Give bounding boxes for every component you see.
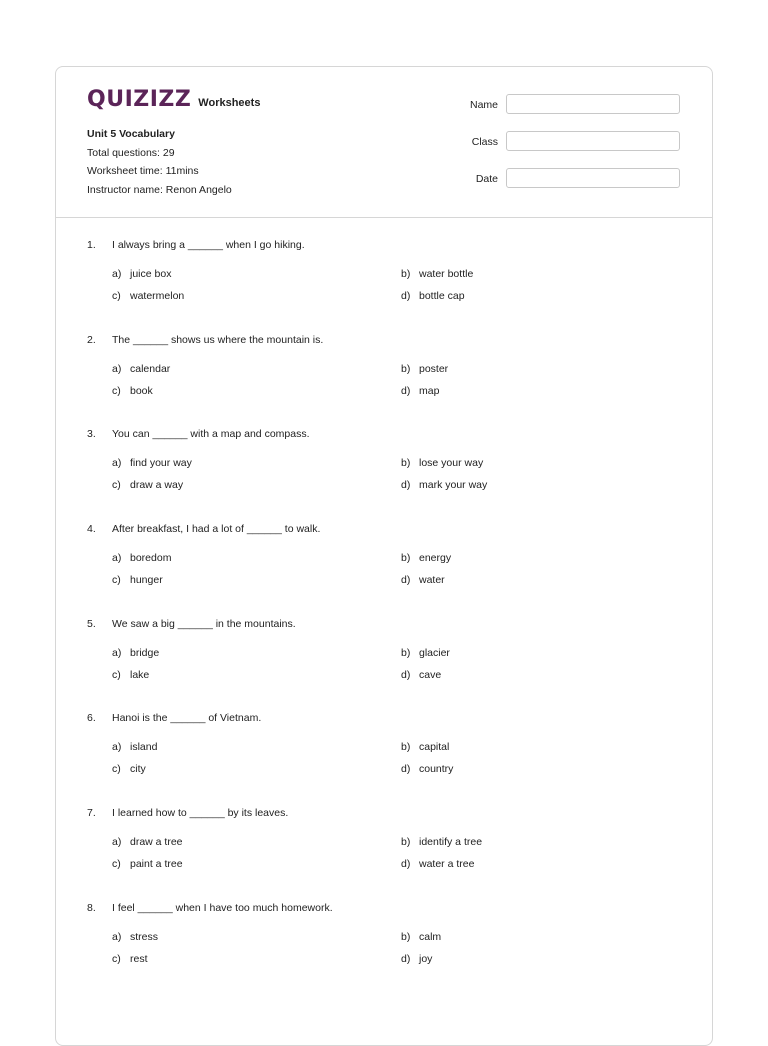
answer-option	[401, 763, 453, 775]
answer-option	[401, 931, 441, 943]
answer-option	[112, 836, 183, 848]
answer-option	[401, 858, 474, 870]
answer-option	[401, 552, 451, 564]
answer-option	[112, 953, 148, 965]
question-item	[87, 239, 687, 334]
class-label: Class	[471, 136, 498, 148]
answer-option	[401, 953, 432, 965]
class-field-group	[456, 131, 682, 153]
worksheet-title: Unit 5 Vocabulary	[87, 128, 175, 140]
option-letter: c)	[112, 858, 121, 871]
answer-option	[112, 741, 157, 753]
option-letter: b)	[401, 457, 411, 470]
answer-option	[112, 574, 163, 586]
class-input[interactable]	[506, 131, 680, 151]
option-letter: b)	[401, 930, 411, 943]
question-stem	[87, 239, 305, 251]
question-stem	[87, 902, 333, 914]
option-text: hunger	[130, 574, 163, 587]
date-label: Date	[475, 173, 498, 185]
option-text: poster	[419, 362, 449, 375]
option-letter: a)	[112, 646, 122, 659]
answer-option	[112, 552, 171, 564]
option-text: water bottle	[419, 268, 474, 280]
name-input[interactable]	[506, 94, 680, 114]
answer-option	[401, 479, 487, 491]
option-letter: b)	[401, 552, 411, 565]
option-letter: b)	[401, 646, 411, 659]
option-letter: c)	[112, 290, 121, 302]
option-letter: d)	[401, 858, 411, 871]
option-text: calm	[419, 930, 442, 943]
question-text: After breakfast, I had a lot of ______ to walk.	[112, 523, 321, 536]
option-letter: a)	[112, 268, 122, 280]
option-text: city	[130, 763, 146, 776]
option-text: bottle cap	[419, 290, 465, 302]
question-item	[87, 334, 687, 429]
total-questions: Total questions: 29	[87, 146, 175, 159]
option-letter: d)	[401, 668, 411, 681]
option-letter: c)	[112, 763, 121, 776]
option-letter: d)	[401, 290, 411, 302]
option-letter: d)	[401, 952, 411, 965]
date-field-group	[456, 168, 682, 190]
answer-option	[112, 479, 183, 491]
answer-option	[112, 647, 159, 659]
option-letter: d)	[401, 384, 411, 397]
question-stem	[87, 618, 296, 630]
question-number: 5.	[87, 617, 96, 630]
answer-option	[401, 836, 482, 848]
logo-product-label: Worksheets	[198, 97, 261, 109]
question-stem	[87, 712, 261, 724]
option-text: bridge	[130, 646, 160, 659]
option-text: joy	[419, 952, 433, 965]
option-letter: c)	[112, 952, 121, 965]
option-text: water	[419, 574, 445, 587]
question-stem	[87, 807, 288, 819]
option-letter: a)	[112, 362, 122, 375]
answer-option	[112, 457, 192, 469]
question-item	[87, 618, 687, 713]
option-letter: b)	[401, 268, 411, 280]
question-item	[87, 523, 687, 618]
question-stem	[87, 334, 323, 346]
option-text: book	[130, 384, 153, 397]
answer-option	[112, 763, 146, 775]
option-letter: d)	[401, 479, 411, 492]
option-text: watermelon	[130, 290, 185, 302]
question-text: I always bring a ______ when I go hiking.	[112, 239, 305, 251]
question-text: We saw a big ______ in the mountains.	[112, 617, 296, 630]
question-item	[87, 428, 687, 523]
option-letter: b)	[401, 741, 411, 754]
answer-option	[401, 574, 445, 586]
question-number: 4.	[87, 523, 96, 536]
answer-option	[401, 457, 483, 469]
question-number: 7.	[87, 807, 96, 820]
worksheet-header	[56, 67, 712, 218]
option-letter: a)	[112, 741, 122, 754]
option-text: lose your way	[419, 457, 484, 470]
option-letter: a)	[112, 836, 122, 849]
question-number: 6.	[87, 712, 96, 725]
instructor-name: Instructor name: Renon Angelo	[87, 183, 232, 196]
question-text: I feel ______ when I have too much homework.	[112, 901, 333, 914]
option-text: glacier	[419, 646, 450, 659]
question-number: 3.	[87, 428, 96, 441]
option-text: capital	[419, 741, 450, 754]
answer-option	[112, 858, 183, 870]
question-list	[87, 239, 687, 997]
option-text: lake	[130, 668, 150, 681]
answer-option	[401, 647, 450, 659]
option-text: stress	[130, 930, 159, 943]
answer-option	[401, 741, 449, 753]
option-text: boredom	[130, 552, 172, 565]
answer-option	[112, 385, 153, 397]
answer-option	[401, 385, 439, 397]
question-stem	[87, 523, 320, 535]
answer-option	[401, 363, 448, 375]
option-text: paint a tree	[130, 858, 183, 871]
option-text: draw a way	[130, 479, 184, 492]
name-field-group	[456, 94, 682, 116]
option-text: country	[419, 763, 454, 776]
question-number: 2.	[87, 333, 96, 346]
option-letter: a)	[112, 457, 122, 470]
option-text: water a tree	[419, 858, 475, 871]
question-item	[87, 712, 687, 807]
option-letter: b)	[401, 362, 411, 375]
option-letter: c)	[112, 574, 121, 587]
option-text: find your way	[130, 457, 192, 470]
question-item	[87, 902, 687, 997]
question-text: I learned how to ______ by its leaves.	[112, 807, 289, 820]
option-text: mark your way	[419, 479, 488, 492]
option-text: calendar	[130, 362, 171, 375]
answer-option	[112, 669, 149, 681]
question-stem	[87, 428, 310, 440]
answer-option	[112, 290, 184, 302]
question-text: The ______ shows us where the mountain is.	[112, 333, 324, 346]
answer-option	[112, 931, 158, 943]
option-letter: b)	[401, 836, 411, 849]
question-number: 1.	[87, 239, 96, 251]
option-letter: a)	[112, 930, 122, 943]
question-text: You can ______ with a map and compass.	[112, 428, 310, 441]
worksheet-time: Worksheet time: 11mins	[87, 165, 199, 177]
option-letter: c)	[112, 668, 121, 681]
option-text: island	[130, 741, 158, 754]
option-text: map	[419, 384, 440, 397]
option-letter: d)	[401, 763, 411, 776]
name-label: Name	[469, 99, 498, 111]
question-text: Hanoi is the ______ of Vietnam.	[112, 712, 262, 725]
option-text: energy	[419, 552, 452, 565]
worksheet-page	[55, 66, 713, 1046]
worksheet-info	[87, 125, 232, 199]
option-letter: c)	[112, 384, 121, 397]
option-text: rest	[130, 952, 148, 965]
option-text: cave	[419, 668, 442, 681]
option-letter: c)	[112, 479, 121, 492]
answer-option	[112, 363, 170, 375]
answer-option	[401, 290, 465, 302]
option-text: juice box	[130, 268, 172, 280]
option-text: identify a tree	[419, 836, 483, 849]
option-letter: a)	[112, 552, 122, 565]
question-number: 8.	[87, 901, 96, 914]
date-input[interactable]	[506, 168, 680, 188]
quizizz-logo	[87, 87, 260, 112]
answer-option	[401, 669, 441, 681]
option-text: draw a tree	[130, 836, 183, 849]
option-letter: d)	[401, 574, 411, 587]
answer-option	[112, 268, 171, 280]
logo-wordmark: QUIZIZZ	[87, 87, 192, 112]
answer-option	[401, 268, 473, 280]
question-item	[87, 807, 687, 902]
